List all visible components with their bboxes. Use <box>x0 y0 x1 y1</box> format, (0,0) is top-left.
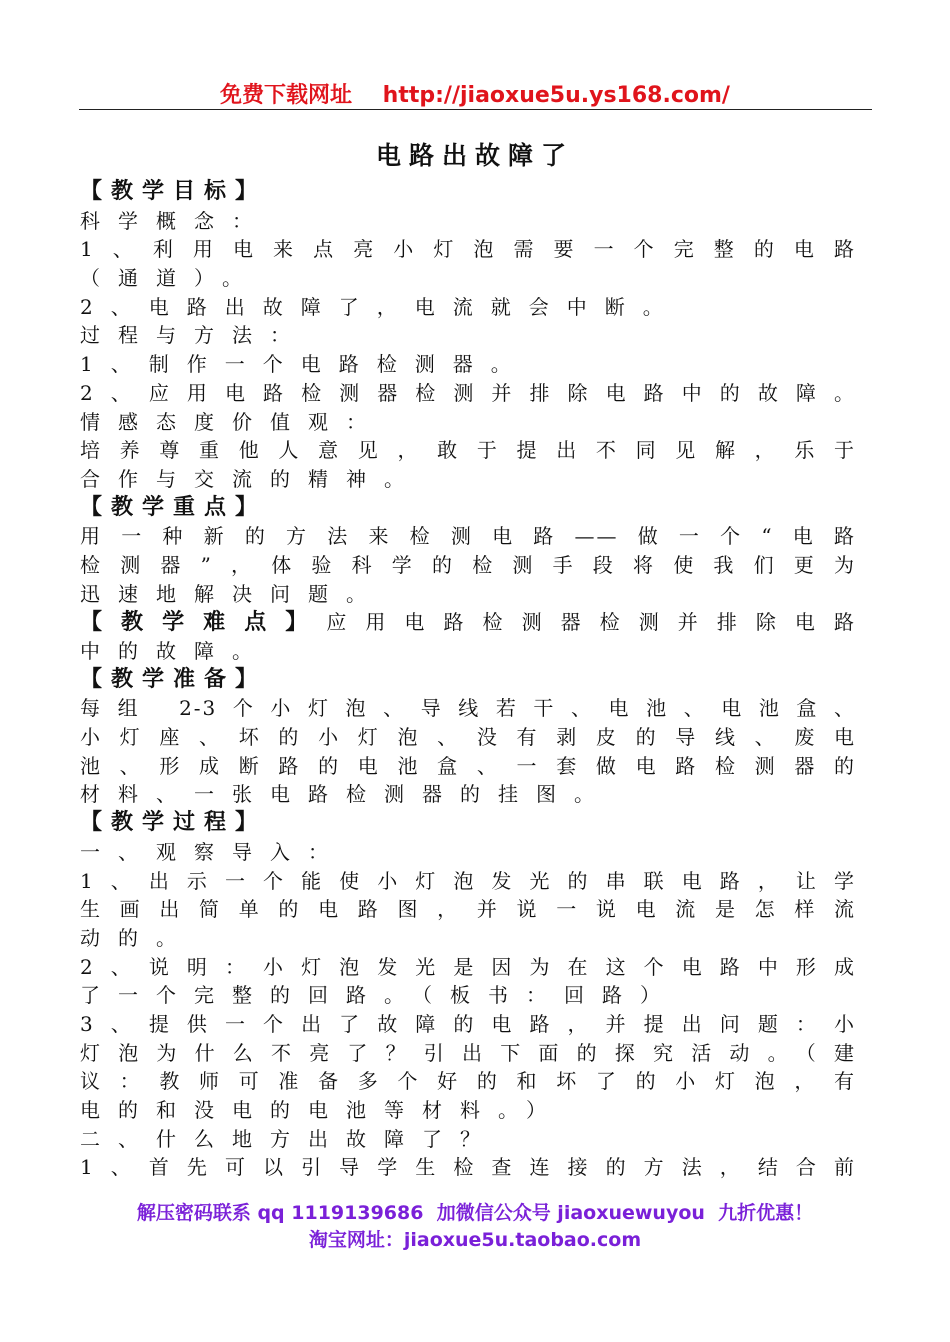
body-line: 1、出示一个能使小灯泡发光的串联电路，让学 <box>80 868 856 893</box>
body-line: 迅速地解决问题。 <box>80 581 384 606</box>
body-line: 2、电路出故障了，电流就会中断。 <box>80 294 681 319</box>
body-line: 检测器”，体验科学的检测手段将使我们更为 <box>80 552 856 577</box>
body-line: 小灯座、坏的小灯泡、没有剥皮的导线、废电 <box>80 725 856 750</box>
download-header[interactable] <box>0 78 950 109</box>
body-line: 过程与方法： <box>80 323 308 348</box>
section-heading-line <box>80 608 856 637</box>
body-line: 科学概念： <box>80 208 270 233</box>
download-label: 免费下载网址 <box>220 83 353 108</box>
body-line: 一、观察导入： <box>80 839 346 864</box>
body-line: 生画出简单的电路图，并说一说电流是怎样流 <box>80 897 856 922</box>
body-line: 合作与交流的精神。 <box>80 466 422 491</box>
body-line: 中的故障。 <box>80 639 270 663</box>
body-line: 动的。 <box>80 925 194 950</box>
section-heading: 【教学准备】 <box>80 666 267 692</box>
download-url-link[interactable]: http://jiaoxue5u.ys168.com/ <box>382 83 730 108</box>
body-line: 议：教师可准备多个好的和坏了的小灯泡，有 <box>80 1069 856 1094</box>
footer-shop-link[interactable]: 淘宝网址：jiaoxue5u.taobao.com <box>308 1229 642 1251</box>
section-heading: 【教学难点】 <box>80 610 327 636</box>
body-line: 1、制作一个电路检测器。 <box>80 352 529 377</box>
body-text: 应用电路检测器检测并排除电路 <box>326 610 856 635</box>
body-line: 池、形成断路的电池盒、一套做电路检测器的 <box>80 753 856 778</box>
body-line: 2、说明：小灯泡发光是因为在这个电路中形成 <box>80 954 856 979</box>
section-heading: 【教学目标】 <box>80 179 267 204</box>
body-line: 材料、一张电路检测器的挂图。 <box>80 782 612 807</box>
body-line: 二、什么地方出故障了？ <box>80 1126 498 1151</box>
body-line: 2、应用电路检测器检测并排除电路中的故障。 <box>80 380 856 405</box>
body-line: 电的和没电的电池等材料。） <box>80 1098 564 1122</box>
section-heading: 【教学重点】 <box>80 494 267 520</box>
header-divider <box>79 109 872 110</box>
body-line: 了一个完整的回路。（板书：回路） <box>80 983 678 1008</box>
document-title: 电路出故障了 <box>375 141 574 170</box>
section-heading: 【教学过程】 <box>80 810 267 836</box>
body-line: 情感态度价值观： <box>80 409 384 434</box>
body-line: 用一种新的方法来检测电路——做一个“电路 <box>80 524 856 549</box>
body-line: 3、提供一个出了故障的电路，并提出问题：小 <box>80 1011 856 1036</box>
body-line: 1、利用电来点亮小灯泡需要一个完整的电路 <box>80 237 856 262</box>
document-body <box>80 178 856 1182</box>
footer-contact: 解压密码联系 qq 1119139686 加微信公众号 jiaoxuewuyou 九折优惠！ <box>136 1202 814 1224</box>
body-line: 培养尊重他人意见，敢于提出不同见解，乐于 <box>80 438 856 463</box>
body-line: 每组 2-3个小灯泡、导线若干、电池、电池盒、 <box>80 696 856 721</box>
body-line: （通道）。 <box>80 266 260 291</box>
body-line: 1、首先可以引导学生检查连接的方法，结合前 <box>80 1155 856 1180</box>
body-line: 灯泡为什么不亮了？引出下面的探究活动。（建 <box>80 1040 856 1065</box>
